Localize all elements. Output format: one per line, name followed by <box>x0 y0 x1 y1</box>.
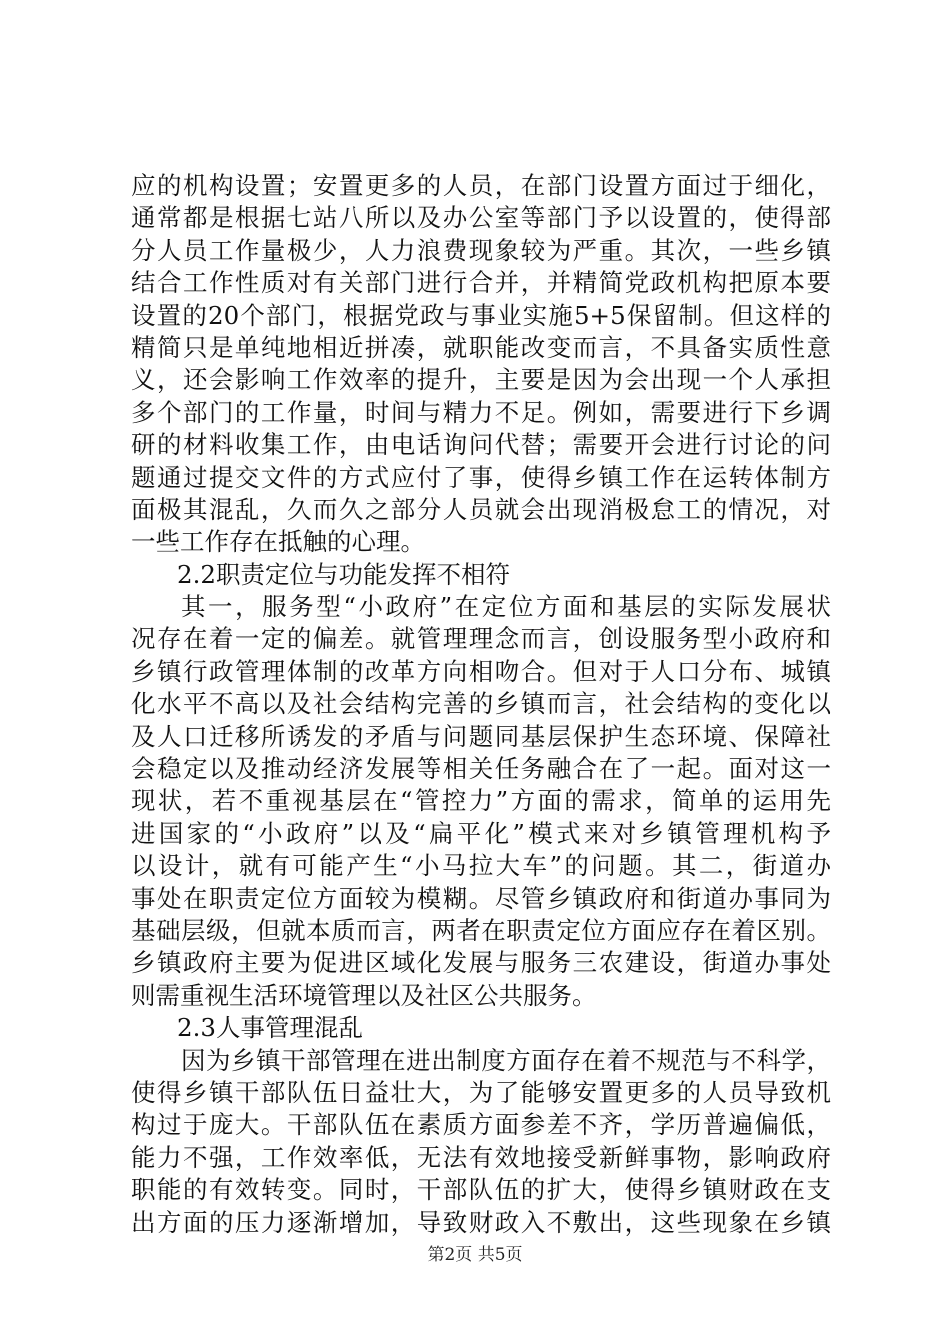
section-heading: 2.3人事管理混乱 <box>177 1013 363 1043</box>
text-line: 出方面的压力逐渐增加，导致财政入不敷出，这些现象在乡镇 <box>131 1207 831 1237</box>
text-line: 乡镇政府主要为促进区域化发展与服务三农建设，街道办事处 <box>131 948 831 978</box>
text-line: 一些工作存在抵触的心理。 <box>131 527 425 557</box>
text-line: 构过于庞大。干部队伍在素质方面参差不齐，学历普遍偏低， <box>131 1110 831 1140</box>
text-line: 及人口迁移所诱发的矛盾与问题同基层保护生态环境、保障社 <box>131 721 831 751</box>
text-line: 通常都是根据七站八所以及办公室等部门予以设置的，使得部 <box>131 203 831 233</box>
text-line: 则需重视生活环境管理以及社区公共服务。 <box>131 980 597 1010</box>
text-line: 面极其混乱，久而久之部分人员就会出现消极怠工的情况，对 <box>131 494 831 524</box>
text-line: 精简只是单纯地相近拼凑，就职能改变而言，不具备实质性意 <box>131 332 831 362</box>
text-line: 基础层级，但就本质而言，两者在职责定位方面应存在着区别。 <box>131 915 831 945</box>
text-line: 现状，若不重视基层在“管控力”方面的需求，简单的运用先 <box>131 786 831 816</box>
text-line: 多个部门的工作量，时间与精力不足。例如，需要进行下乡调 <box>131 397 831 427</box>
text-line: 化水平不高以及社会结构完善的乡镇而言，社会结构的变化以 <box>131 689 831 719</box>
page-footer: 第2页 共5页 <box>427 1245 523 1265</box>
text-line: 职能的有效转变。同时，干部队伍的扩大，使得乡镇财政在支 <box>131 1175 831 1205</box>
text-line: 乡镇行政管理体制的改革方向相吻合。但对于人口分布、城镇 <box>131 656 831 686</box>
text-line: 能力不强，工作效率低，无法有效地接受新鲜事物，影响政府 <box>131 1142 831 1172</box>
text-line: 义，还会影响工作效率的提升，主要是因为会出现一个人承担 <box>131 365 831 395</box>
text-line: 会稳定以及推动经济发展等相关任务融合在了一起。面对这一 <box>131 754 831 784</box>
section-heading: 2.2职责定位与功能发挥不相符 <box>177 559 510 589</box>
text-line: 事处在职责定位方面较为模糊。尽管乡镇政府和街道办事同为 <box>131 883 831 913</box>
text-line: 因为乡镇干部管理在进出制度方面存在着不规范与不科学， <box>181 1045 831 1075</box>
text-line: 使得乡镇干部队伍日益壮大，为了能够安置更多的人员导致机 <box>131 1077 831 1107</box>
text-line: 进国家的“小政府”以及“扁平化”模式来对乡镇管理机构予 <box>131 818 831 848</box>
text-line: 其一，服务型“小政府”在定位方面和基层的实际发展状 <box>181 592 831 622</box>
text-line: 设置的20个部门，根据党政与事业实施5+5保留制。但这样的 <box>131 300 831 330</box>
text-line: 应的机构设置；安置更多的人员，在部门设置方面过于细化， <box>131 171 831 200</box>
text-line: 分人员工作量极少，人力浪费现象较为严重。其次，一些乡镇 <box>131 235 831 265</box>
text-line: 以设计，就有可能产生“小马拉大车”的问题。其二，街道办 <box>131 851 831 881</box>
text-line: 研的材料收集工作，由电话询问代替；需要开会进行讨论的问 <box>131 430 831 460</box>
text-line: 结合工作性质对有关部门进行合并，并精简党政机构把原本要 <box>131 268 831 298</box>
text-line: 题通过提交文件的方式应付了事，使得乡镇工作在运转体制方 <box>131 462 831 492</box>
document-body <box>131 170 831 1239</box>
text-line: 况存在着一定的偏差。就管理理念而言，创设服务型小政府和 <box>131 624 831 654</box>
